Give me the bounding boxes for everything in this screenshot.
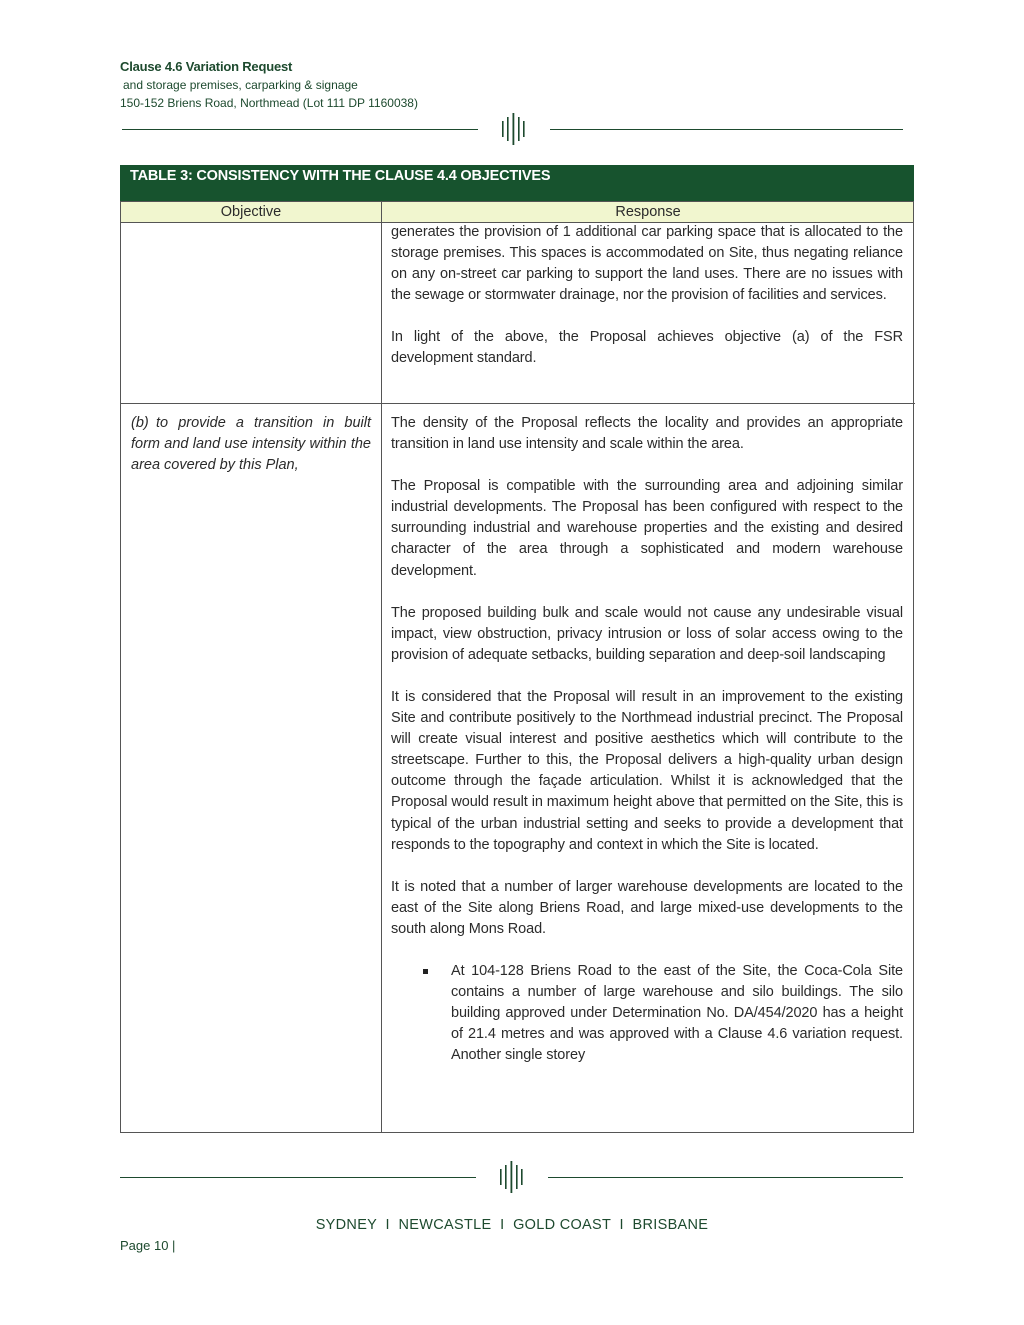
row2-paragraph-4: It is considered that the Proposal will result in an improvement to the existing Site and contribute positively to the Northmead industrial precinct. The Proposal will create visual interest and positive aesthetics which will contribute to the streetscape. Further to this, the Proposal delivers a high-quality urban design outcome through the façade articulation. Whilst it is acknowledged that the Proposal would result in maximum height above that permitted on the Site, this is typical of the urban industrial setting and seeks to provide a development that responds to the topography and context in which the Site is located. bbox=[391, 688, 903, 853]
document-subtitle: and storage premises, carparking & signage bbox=[123, 78, 358, 92]
row2-paragraph-5: It is noted that a number of larger warehouse developments are located to the east of the Site along Briens Road, and large mixed-use developments to the south along Mons Road. bbox=[391, 878, 903, 937]
column-header-response: Response bbox=[615, 204, 681, 220]
bullet-text: At 104-128 Briens Road to the east of the Site, the Coca-Cola Site contains a number of large warehouse and silo buildings. The silo building approved under Determination No. DA/454/2020 has a height of 21.4 metres and was approved with a Clause 4.6 variation request. Another single storey bbox=[451, 962, 903, 1064]
page-number: Page 10 | bbox=[120, 1238, 176, 1253]
row2-paragraph-1: The density of the Proposal reflects the locality and provides an appropriate transition in land use intensity and scale within the area. bbox=[391, 415, 903, 453]
row-divider bbox=[121, 403, 915, 404]
header-rule-left bbox=[122, 129, 478, 130]
list-item bbox=[391, 961, 903, 1066]
row1-paragraph-1: generates the provision of 1 additional car parking space that is allocated to the storage premises. This spaces is accommodated on Site, thus negating reliance on any on-street car parking to support the land uses. There are no issues with the sewage or stormwater drainage, nor the provision of facilities and services. bbox=[391, 224, 903, 304]
column-header-objective: Objective bbox=[220, 204, 282, 220]
objective-label: (b) bbox=[131, 415, 149, 431]
row2-response bbox=[391, 413, 903, 1066]
vertical-bars-logo-icon bbox=[500, 113, 528, 145]
table-title: TABLE 3: CONSISTENCY WITH THE CLAUSE 4.4 OBJECTIVES bbox=[120, 165, 914, 201]
footer-rule-right bbox=[548, 1177, 903, 1178]
document-address: 150-152 Briens Road, Northmead (Lot 111 DP 1160038) bbox=[120, 96, 418, 110]
footer-rule-left bbox=[120, 1177, 476, 1178]
table-header-row bbox=[120, 201, 914, 223]
row1-response bbox=[391, 222, 903, 391]
row2-paragraph-2: The Proposal is compatible with the surrounding area and adjoining similar industrial developments. The Proposal has been configured with respect to the surrounding industrial and warehouse properties and the existing and desired character of the area through a sophisticated and modern warehouse development. bbox=[391, 478, 903, 579]
row2-objective bbox=[131, 413, 371, 476]
footer-office-locations: SYDNEY I NEWCASTLE I GOLD COAST I BRISBANE bbox=[315, 1217, 709, 1233]
table-body bbox=[120, 222, 914, 1133]
objective-text: to provide a transition in built form and land use intensity within the area covered by this Plan, bbox=[131, 415, 371, 474]
document-header bbox=[120, 58, 418, 112]
row2-paragraph-3: The proposed building bulk and scale would not cause any undesirable visual impact, view obstruction, privacy intrusion or loss of solar access owing to the provision of adequate setbacks, building separation and deep-soil landscaping bbox=[391, 604, 903, 663]
document-title: Clause 4.6 Variation Request bbox=[120, 59, 293, 74]
header-rule-right bbox=[550, 129, 903, 130]
consistency-table bbox=[120, 165, 914, 1133]
row1-paragraph-2: In light of the above, the Proposal achieves objective (a) of the FSR development standard. bbox=[391, 329, 903, 367]
vertical-bars-logo-icon bbox=[498, 1161, 526, 1193]
bullet-icon bbox=[423, 969, 428, 974]
